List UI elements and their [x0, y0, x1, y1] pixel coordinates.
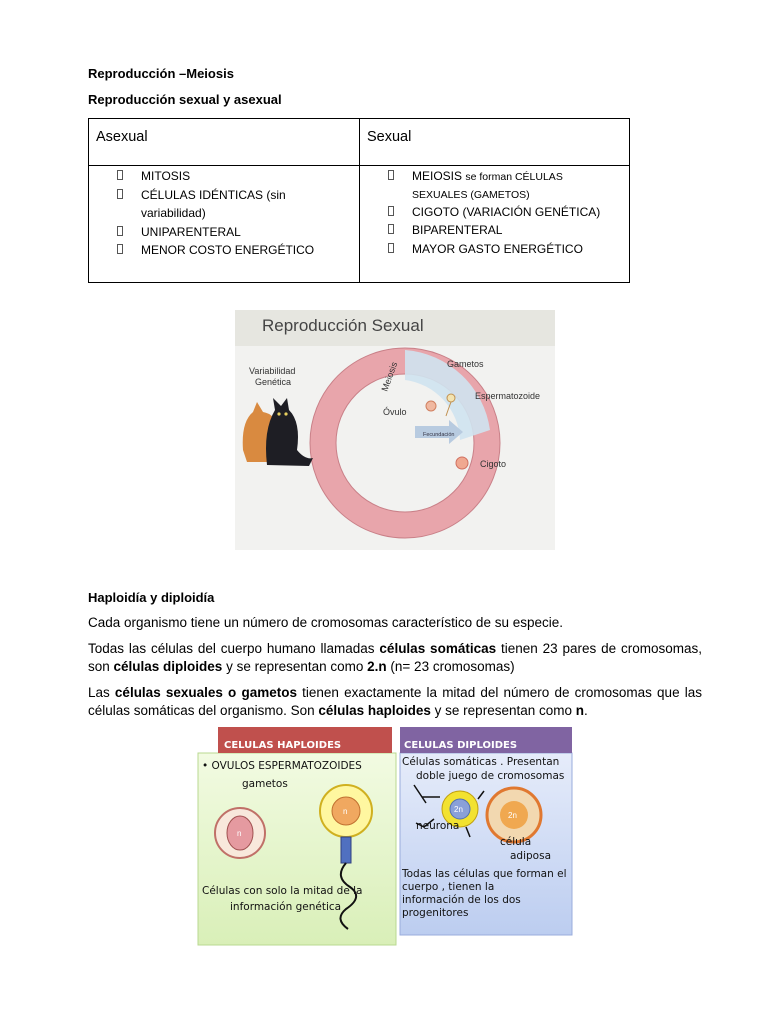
section-subtitle: Reproducción sexual y asexual — [88, 92, 282, 107]
bullet-icon — [117, 189, 123, 199]
svg-text:adiposa: adiposa — [510, 850, 552, 862]
list-item: SEXUALES (GAMETOS) — [412, 188, 530, 201]
svg-text:2n: 2n — [454, 805, 463, 814]
bullet-icon — [388, 224, 394, 234]
bullet-icon — [117, 244, 123, 254]
svg-text:Todas las células que forman e: Todas las células que forman el — [402, 868, 567, 880]
svg-text:• OVULOS ESPERMATOZOIDES: • OVULOS ESPERMATOZOIDES — [202, 760, 362, 772]
asexual-header: Asexual — [96, 129, 148, 145]
comparison-table — [88, 118, 630, 283]
bullet-icon — [388, 206, 394, 216]
cigoto-label: Cigoto — [480, 459, 507, 469]
svg-text:información de los dos: información de los dos — [402, 894, 521, 906]
sexual-reproduction-figure — [235, 310, 555, 550]
svg-text:n: n — [343, 807, 348, 816]
list-item: MAYOR GASTO ENERGÉTICO — [388, 240, 600, 259]
paragraph-2: Todas las células del cuerpo humano llamadas células somáticas tienen 23 pares de cromosomas, son células diploides y se representan como 2.n (n= 23 cromosomas) — [88, 641, 703, 674]
svg-text:Fecundación: Fecundación — [423, 432, 455, 438]
list-item: CIGOTO (VARIACIÓN GENÉTICA) — [388, 203, 600, 222]
list-item: BIPARENTERAL — [388, 221, 600, 240]
svg-text:cuerpo , tienen la: cuerpo , tienen la — [402, 881, 495, 893]
paragraph-3: Las células sexuales o gametos tienen exactamente la mitad del número de cromosomas que las células somáticas del organismo. Son células haploides y se representan como n. — [88, 685, 702, 718]
svg-text:célula: célula — [500, 836, 532, 848]
meiosis-label: Meiosis — [379, 360, 400, 393]
cats-image — [243, 398, 313, 466]
svg-text:gametos: gametos — [242, 778, 288, 790]
svg-text:neurona: neurona — [416, 820, 460, 832]
svg-text:Células con solo la mitad de l: Células con solo la mitad de la — [202, 885, 363, 897]
list-item: MEIOSIS se forman CÉLULAS — [388, 167, 600, 187]
espermatozoide-label: Espermatozoide — [475, 391, 541, 401]
list-item: CÉLULAS IDÉNTICAS (sin — [117, 186, 314, 205]
gametos-label: Gametos — [447, 359, 484, 369]
sexual-header: Sexual — [367, 129, 412, 145]
list-item: MENOR COSTO ENERGÉTICO — [117, 241, 314, 260]
svg-text:Células somáticas . Presentan: Células somáticas . Presentan — [402, 756, 560, 768]
asexual-list — [117, 167, 314, 260]
figure-title: Reproducción Sexual — [262, 316, 424, 335]
diploid-header: CELULAS DIPLOIDES — [404, 740, 518, 751]
haploid-diploid-figure — [196, 727, 576, 947]
page-title: Reproducción –Meiosis — [88, 66, 234, 81]
bullet-icon — [388, 170, 394, 180]
svg-text:2n: 2n — [508, 811, 517, 820]
bullet-icon — [117, 170, 123, 180]
svg-text:doble juego de cromosomas: doble juego de cromosomas — [416, 770, 565, 782]
variabilidad-label: Variabilidad — [249, 366, 296, 376]
list-item: variabilidad) — [141, 206, 206, 220]
section-heading: Haploidía y diploidía — [88, 590, 215, 605]
bullet-icon — [117, 226, 123, 236]
svg-text:n: n — [237, 829, 242, 838]
svg-text:Genética: Genética — [255, 377, 292, 387]
list-item: UNIPARENTERAL — [117, 223, 314, 242]
bullet-icon — [388, 243, 394, 253]
svg-text:información genética: información genética — [230, 901, 342, 913]
list-item: MITOSIS — [117, 167, 314, 186]
svg-text:progenitores: progenitores — [402, 907, 469, 919]
ovulo-label: Óvulo — [383, 407, 407, 417]
sexual-list — [388, 167, 600, 258]
haploid-header: CELULAS HAPLOIDES — [224, 740, 342, 751]
paragraph-1: Cada organismo tiene un número de cromosomas característico de su especie. — [88, 615, 563, 630]
